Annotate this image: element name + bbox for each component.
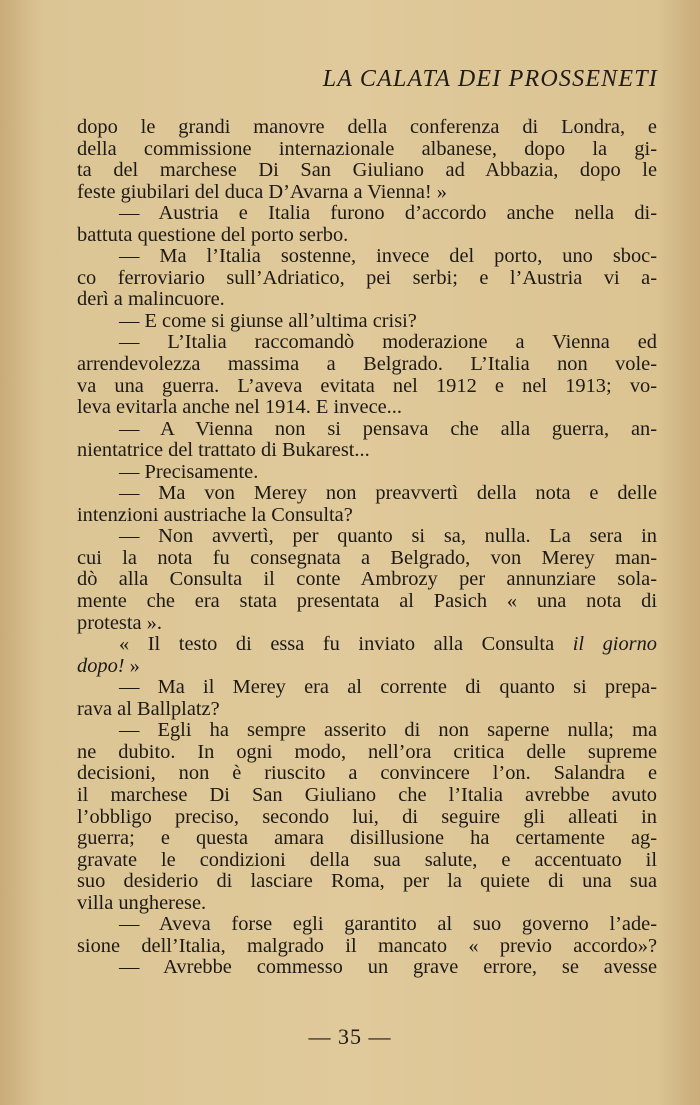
text-line: ne dubito. In ogni modo, nell’ora critica delle supreme: [77, 740, 657, 763]
text-line: — Ma l’Italia sostenne, invece del porto, uno sboc-: [119, 245, 657, 268]
text-line: dopo le grandi manovre della conferenza di Londra, e: [77, 116, 657, 138]
text-line: — Precisamente.: [119, 460, 259, 483]
text-line: villa ungherese.: [77, 891, 207, 914]
text-line: sione dell’Italia, malgrado il mancato « previo accordo»?: [77, 934, 657, 957]
text-line: rava al Ballplatz?: [77, 697, 220, 720]
text-line: [77, 634, 657, 656]
text-line: della commissione internazionale albanese, dopo la gi-: [77, 137, 657, 160]
text-line: cui la nota fu consegnata a Belgrado, von Merey man-: [77, 546, 657, 569]
text-line: l’obbligo preciso, secondo lui, di seguire gli alleati in: [77, 805, 657, 828]
text-line: intenzioni austriache la Consulta?: [77, 503, 353, 526]
text-line: — Avrebbe commesso un grave errore, se avesse: [119, 956, 657, 979]
text-line: co ferroviario sull’Adriatico, pei serbi; e l’Austria vi a-: [77, 266, 657, 289]
body-text: [77, 117, 657, 979]
page-number: — 35 —: [308, 1024, 392, 1049]
text-line: ta del marchese Di San Giuliano ad Abbazia, dopo le: [77, 159, 657, 182]
italic-text: il giorno: [572, 633, 657, 656]
text-line: — Ma il Merey era al corrente di quanto si prepa-: [119, 676, 657, 699]
text-line: — A Vienna non si pensava che alla guerra, an-: [119, 417, 657, 440]
italic-text: dopo!: [77, 654, 125, 677]
text-line: [77, 656, 657, 678]
text-line: decisioni, non è riuscito a convincere l’on. Salandra e: [77, 762, 657, 785]
text-line: — L’Italia raccomandò moderazione a Vienna ed: [119, 331, 657, 354]
text-line: — Austria e Italia furono d’accordo anche nella di-: [119, 202, 657, 225]
text-line: arrendevolezza massima a Belgrado. L’Italia non vole-: [77, 353, 657, 376]
text-line: nientatrice del trattato di Bukarest...: [77, 439, 370, 462]
text-line: derì a malincuore.: [77, 288, 225, 311]
text-line: — E come si giunse all’ultima crisi?: [119, 309, 417, 332]
running-head: LA CALATA DEI PROSSENETI: [322, 66, 658, 92]
text-line: mente che era stata presentata al Pasich « una nota di: [77, 590, 657, 613]
text-line: — Non avvertì, per quanto si sa, nulla. La sera in: [119, 525, 657, 548]
text-line: dò alla Consulta il conte Ambrozy per annunziare sola-: [77, 568, 657, 591]
text-line: va una guerra. L’aveva evitata nel 1912 e nel 1913; vo-: [77, 374, 657, 397]
text-line: feste giubilari del duca D’Avarna a Vienna! »: [77, 180, 447, 203]
text-segment: « Il testo di essa fu inviato alla Consulta: [119, 633, 573, 656]
text-line: protesta ».: [77, 611, 162, 634]
text-line: — Aveva forse egli garantito al suo governo l’ade-: [119, 913, 657, 936]
text-line: leva evitarla anche nel 1914. E invece...: [77, 396, 402, 419]
text-line: — Egli ha sempre asserito di non saperne nulla; ma: [119, 719, 657, 742]
text-segment: »: [124, 654, 140, 677]
text-line: — Ma von Merey non preavvertì della nota e delle: [119, 482, 657, 505]
text-line: gravate le condizioni della sua salute, e accentuato il: [77, 848, 657, 871]
text-line: suo desiderio di lasciare Roma, per la quiete di una sua: [77, 870, 657, 893]
text-line: guerra; e questa amara disillusione ha certamente ag-: [77, 827, 657, 850]
text-line: battuta questione del porto serbo.: [77, 223, 349, 246]
text-line: il marchese Di San Giuliano che l’Italia avrebbe avuto: [77, 783, 657, 806]
